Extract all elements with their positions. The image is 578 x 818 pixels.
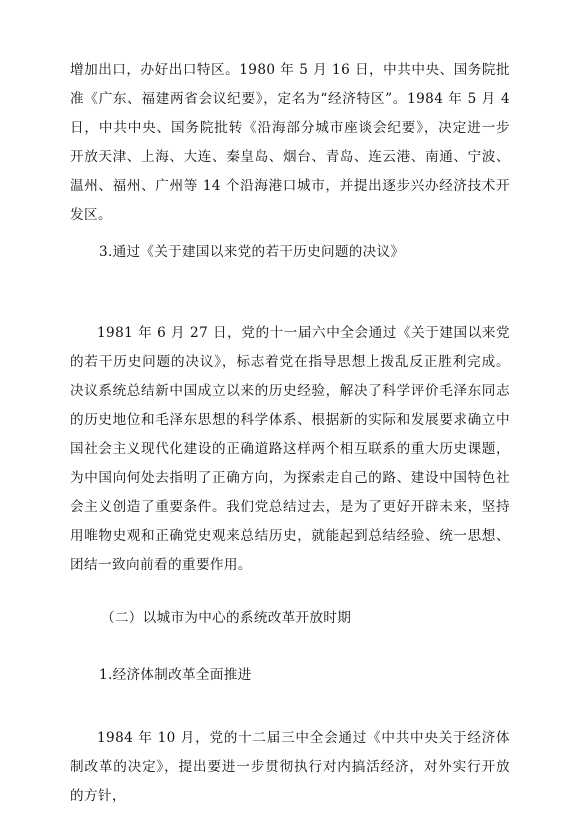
section-heading-economic-reform: 1.经济体制改革全面推进: [99, 667, 252, 683]
section-heading-urban-reform: （二）以城市为中心的系统改革开放时期: [101, 610, 352, 626]
section-heading-resolution: 3.通过《关于建国以来党的若干历史问题的决议》: [99, 244, 405, 260]
paragraph-special-economic-zones: 增加出口，办好出口特区。1980 年 5 月 16 日，中共中央、国务院批准《广东、福建两省会议纪要》，定名为“经济特区”。1984 年 5 月 4 日，中共中央、国务院批转《沿海部分城市座谈会纪要》，决定进一步开放天津、上海、大连、秦皇岛、烟台、青岛、连云港、南通、宁波、温州、福州、广州等 14 个沿海港口城市，并提出逐步兴办经济技术开发区。: [70, 62, 510, 223]
paragraph-1981-resolution: 1981 年 6 月 27 日，党的十一届六中全会通过《关于建国以来党的若干历史问题的决议》，标志着党在指导思想上拨乱反正胜利完成。决议系统总结新中国成立以来的历史经验，解决了科学评价毛泽东同志的历史地位和毛泽东思想的科学体系、根据新的实际和发展要求确立中国社会主义现代化建设的正确道路这样两个相互联系的重大历史课题，为中国向何处去指明了正确方向，为探索走自己的路、建设中国特色社会主义创造了重要条件。我们党总结过去，是为了更好开辟未来，坚持用唯物史观和正确党史观来总结历史，就能起到总结经验、统一思想、团结一致向前看的重要作用。: [70, 325, 510, 573]
paragraph-1984-reform: 1984 年 10 月，党的十二届三中全会通过《中共中央关于经济体制改革的决定》，提出要进一步贯彻执行对内搞活经济，对外实行开放的方针，: [70, 730, 510, 804]
